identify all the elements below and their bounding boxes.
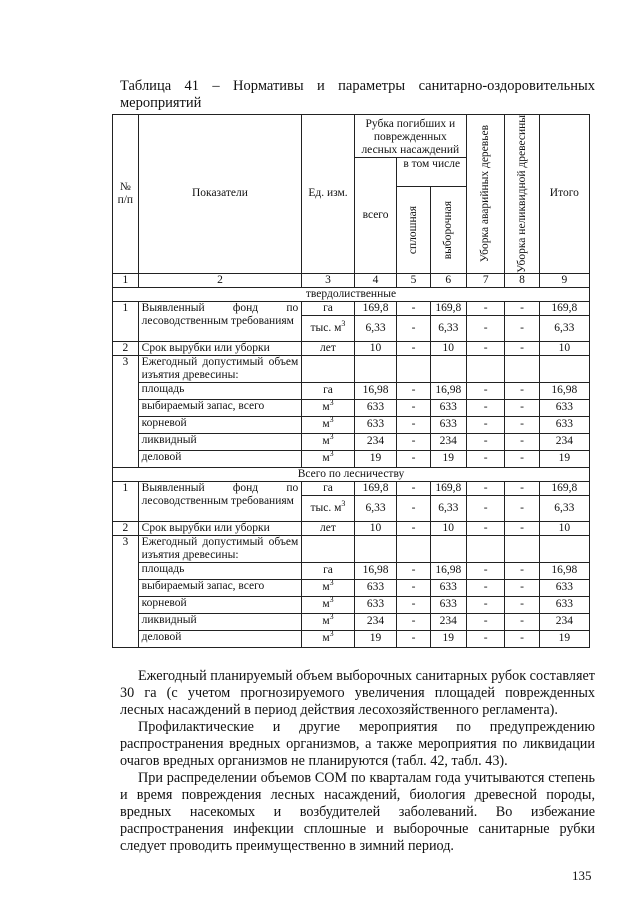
row-value-col-4 [354, 355, 397, 382]
row-label: выбираемый запас, всего [138, 399, 302, 416]
table-row [113, 416, 590, 433]
row-value-col-9: 6,33 [539, 315, 589, 341]
row-value-col-4: 633 [354, 596, 397, 613]
row-value-col-8: - [505, 495, 539, 521]
table-row [113, 382, 590, 399]
row-value-col-5: - [397, 562, 430, 579]
row-number: 1 [113, 481, 139, 521]
row-value-col-9: 10 [539, 341, 589, 355]
row-value-col-4: 6,33 [354, 315, 397, 341]
row-value-col-4: 633 [354, 416, 397, 433]
table-row [113, 613, 590, 630]
header-illiquid-text: Уборка неликвидной древесины [515, 115, 528, 273]
table-row [113, 596, 590, 613]
table-row [113, 341, 590, 355]
row-value-col-5: - [397, 495, 430, 521]
row-value-col-4: 16,98 [354, 562, 397, 579]
row-value-col-7: - [466, 579, 505, 596]
row-label: Выявленный фонд по лесоводственным требованиям [138, 301, 302, 341]
row-unit: тыс. $м^3$ [302, 315, 354, 341]
row-label: площадь [138, 382, 302, 399]
row-value-col-5: - [397, 315, 430, 341]
row-number: 3 [113, 535, 139, 647]
row-value-col-5: - [397, 579, 430, 596]
row-value-col-6: 10 [430, 521, 466, 535]
row-label: Выявленный фонд по лесоводственным требованиям [138, 481, 302, 521]
row-value-col-9: 633 [539, 596, 589, 613]
row-label: деловой [138, 630, 302, 647]
row-value-col-6: 633 [430, 596, 466, 613]
row-value-col-6: 16,98 [430, 562, 466, 579]
row-value-col-9 [539, 535, 589, 562]
row-value-col-7: - [466, 481, 505, 495]
table-row [113, 535, 590, 562]
table-caption: Таблица 41 – Нормативы и параметры санитарно-оздоровительных [120, 78, 595, 94]
row-unit: $м^3$ [302, 596, 354, 613]
row-value-col-6: 633 [430, 416, 466, 433]
row-value-col-8 [505, 535, 539, 562]
header-row-1 [113, 115, 590, 158]
row-unit: га [302, 481, 354, 495]
header-unit: Ед. изм. [302, 115, 354, 274]
row-value-col-7: - [466, 315, 505, 341]
row-value-col-9 [539, 355, 589, 382]
row-value-col-4 [354, 535, 397, 562]
row-value-col-4: 169,8 [354, 481, 397, 495]
row-value-col-8: - [505, 382, 539, 399]
row-value-col-4: 633 [354, 399, 397, 416]
header-clear-text: сплошная [407, 205, 419, 254]
header-selective [430, 186, 466, 273]
colnum-8: 8 [505, 273, 539, 287]
row-label: корневой [138, 596, 302, 613]
page-number: 135 [572, 868, 592, 883]
section-title: Всего по лесничеству [113, 467, 590, 481]
row-value-col-8: - [505, 433, 539, 450]
row-value-col-8: - [505, 315, 539, 341]
row-value-col-8: - [505, 341, 539, 355]
row-value-col-8: - [505, 562, 539, 579]
row-value-col-8: - [505, 596, 539, 613]
row-value-col-9: 633 [539, 399, 589, 416]
row-label: Срок вырубки или уборки [138, 521, 302, 535]
row-value-col-9: 19 [539, 450, 589, 467]
table-row [113, 450, 590, 467]
table-row [113, 481, 590, 495]
header-illiquid [505, 115, 539, 274]
row-value-col-4: 633 [354, 579, 397, 596]
section-title-row [113, 467, 590, 481]
row-value-col-9: 16,98 [539, 562, 589, 579]
row-value-col-5: - [397, 301, 430, 315]
row-unit: $м^3$ [302, 613, 354, 630]
row-value-col-7: - [466, 301, 505, 315]
header-clear [397, 186, 430, 273]
row-value-col-7 [466, 535, 505, 562]
colnum-7: 7 [466, 273, 505, 287]
table-row [113, 433, 590, 450]
row-value-col-7: - [466, 382, 505, 399]
row-value-col-7: - [466, 630, 505, 647]
row-value-col-7: - [466, 613, 505, 630]
row-value-col-7: - [466, 399, 505, 416]
row-value-col-8: - [505, 630, 539, 647]
row-value-col-5 [397, 355, 430, 382]
row-value-col-9: 633 [539, 579, 589, 596]
row-value-col-9: 234 [539, 613, 589, 630]
row-unit: $м^3$ [302, 416, 354, 433]
header-indicators: Показатели [138, 115, 302, 274]
row-value-col-9: 234 [539, 433, 589, 450]
row-value-col-9: 169,8 [539, 301, 589, 315]
row-value-col-7: - [466, 495, 505, 521]
row-value-col-5 [397, 535, 430, 562]
row-value-col-4: 10 [354, 521, 397, 535]
row-value-col-6: 6,33 [430, 315, 466, 341]
row-value-col-5: - [397, 481, 430, 495]
row-unit [302, 535, 354, 562]
row-unit: лет [302, 341, 354, 355]
row-unit: $м^3$ [302, 450, 354, 467]
row-value-col-6: 6,33 [430, 495, 466, 521]
table-row [113, 399, 590, 416]
row-unit: га [302, 562, 354, 579]
row-value-col-7: - [466, 596, 505, 613]
row-value-col-6 [430, 535, 466, 562]
norms-table [112, 114, 590, 648]
row-value-col-5: - [397, 341, 430, 355]
row-value-col-4: 16,98 [354, 382, 397, 399]
colnum-5: 5 [397, 273, 430, 287]
row-unit: $м^3$ [302, 579, 354, 596]
header-sum: Итого [539, 115, 589, 274]
row-unit: $м^3$ [302, 630, 354, 647]
colnum-1: 1 [113, 273, 139, 287]
section-title: твердолиственные [113, 287, 590, 301]
row-value-col-9: 169,8 [539, 481, 589, 495]
row-value-col-5: - [397, 416, 430, 433]
row-value-col-7: - [466, 562, 505, 579]
row-value-col-5: - [397, 521, 430, 535]
colnum-4: 4 [354, 273, 397, 287]
row-value-col-6: 19 [430, 630, 466, 647]
row-value-col-9: 6,33 [539, 495, 589, 521]
row-label: корневой [138, 416, 302, 433]
table-row [113, 355, 590, 382]
row-value-col-8: - [505, 613, 539, 630]
colnum-9: 9 [539, 273, 589, 287]
row-unit: $м^3$ [302, 399, 354, 416]
colnum-3: 3 [302, 273, 354, 287]
row-label: ликвидный [138, 433, 302, 450]
row-value-col-5: - [397, 433, 430, 450]
row-value-col-9: 633 [539, 416, 589, 433]
row-value-col-4: 6,33 [354, 495, 397, 521]
row-unit: лет [302, 521, 354, 535]
row-value-col-8 [505, 355, 539, 382]
row-value-col-6: 633 [430, 579, 466, 596]
row-unit: га [302, 301, 354, 315]
row-value-col-7: - [466, 341, 505, 355]
header-num: № п/п [113, 115, 139, 274]
row-unit [302, 355, 354, 382]
row-value-col-4: 169,8 [354, 301, 397, 315]
section-title-row [113, 287, 590, 301]
row-value-col-8: - [505, 301, 539, 315]
header-felling-group: Рубка погибших и поврежденных лесных насаждений [354, 115, 466, 158]
row-value-col-6: 234 [430, 613, 466, 630]
row-value-col-5: - [397, 399, 430, 416]
row-label: площадь [138, 562, 302, 579]
row-value-col-8: - [505, 521, 539, 535]
column-number-row [113, 273, 590, 287]
row-value-col-7: - [466, 433, 505, 450]
row-value-col-6: 19 [430, 450, 466, 467]
paragraph-3: При распределении объемов СОМ по кварталам года учитываются степень и время повреждения лесных насаждений, биология древесной породы, вредных насекомых и возбудителей заболеваний. Во избежание распространения инфекции сплошные и выборочные санитарные рубки следует проводить преимущественно в зимний период. [120, 770, 595, 854]
row-value-col-6: 169,8 [430, 301, 466, 315]
row-value-col-4: 19 [354, 630, 397, 647]
row-label: выбираемый запас, всего [138, 579, 302, 596]
row-unit: $м^3$ [302, 433, 354, 450]
row-value-col-7: - [466, 521, 505, 535]
row-value-col-5: - [397, 630, 430, 647]
row-value-col-5: - [397, 613, 430, 630]
paragraph-1: Ежегодный планируемый объем выборочных санитарных рубок составляет 30 га (с учетом прогнозируемого увеличения площадей поврежденных лесных насаждений в период действия лесохозяйственного регламента). [120, 668, 595, 718]
colnum-2: 2 [138, 273, 302, 287]
row-value-col-4: 10 [354, 341, 397, 355]
row-value-col-9: 19 [539, 630, 589, 647]
header-incl: в том числе [397, 158, 467, 187]
colnum-6: 6 [430, 273, 466, 287]
row-value-col-8: - [505, 481, 539, 495]
table-row [113, 630, 590, 647]
row-value-col-7: - [466, 450, 505, 467]
row-value-col-7 [466, 355, 505, 382]
row-value-col-5: - [397, 596, 430, 613]
row-value-col-8: - [505, 399, 539, 416]
row-value-col-6: 10 [430, 341, 466, 355]
row-value-col-4: 19 [354, 450, 397, 467]
row-value-col-8: - [505, 579, 539, 596]
row-number: 3 [113, 355, 139, 467]
row-label: деловой [138, 450, 302, 467]
row-label: Срок вырубки или уборки [138, 341, 302, 355]
row-value-col-6: 16,98 [430, 382, 466, 399]
header-emergency-text: Уборка аварийных деревьев [479, 125, 492, 263]
row-value-col-4: 234 [354, 613, 397, 630]
row-value-col-6 [430, 355, 466, 382]
header-total-all: всего [354, 158, 397, 274]
row-unit: га [302, 382, 354, 399]
row-value-col-5: - [397, 450, 430, 467]
row-value-col-6: 169,8 [430, 481, 466, 495]
row-label: Ежегодный допустимый объем изъятия древесины: [138, 355, 302, 382]
row-value-col-7: - [466, 416, 505, 433]
table-row [113, 579, 590, 596]
row-value-col-9: 16,98 [539, 382, 589, 399]
row-number: 1 [113, 301, 139, 341]
header-selective-text: выборочная [441, 200, 454, 260]
row-value-col-8: - [505, 450, 539, 467]
row-value-col-6: 633 [430, 399, 466, 416]
row-label: ликвидный [138, 613, 302, 630]
table-row [113, 562, 590, 579]
row-value-col-5: - [397, 382, 430, 399]
table-row [113, 521, 590, 535]
row-value-col-6: 234 [430, 433, 466, 450]
row-value-col-4: 234 [354, 433, 397, 450]
row-number: 2 [113, 521, 139, 535]
paragraph-2: Профилактические и другие мероприятия по предупреждению распространения вредных организмов, а также мероприятия по ликвидации очагов вредных организмов не планируются (табл. 42, табл. 43). [120, 719, 595, 769]
header-emergency [466, 115, 505, 274]
row-number: 2 [113, 341, 139, 355]
table-caption-continuation: мероприятий [120, 95, 202, 111]
row-label: Ежегодный допустимый объем изъятия древесины: [138, 535, 302, 562]
row-value-col-8: - [505, 416, 539, 433]
row-unit: тыс. $м^3$ [302, 495, 354, 521]
row-value-col-9: 10 [539, 521, 589, 535]
table-row [113, 301, 590, 315]
